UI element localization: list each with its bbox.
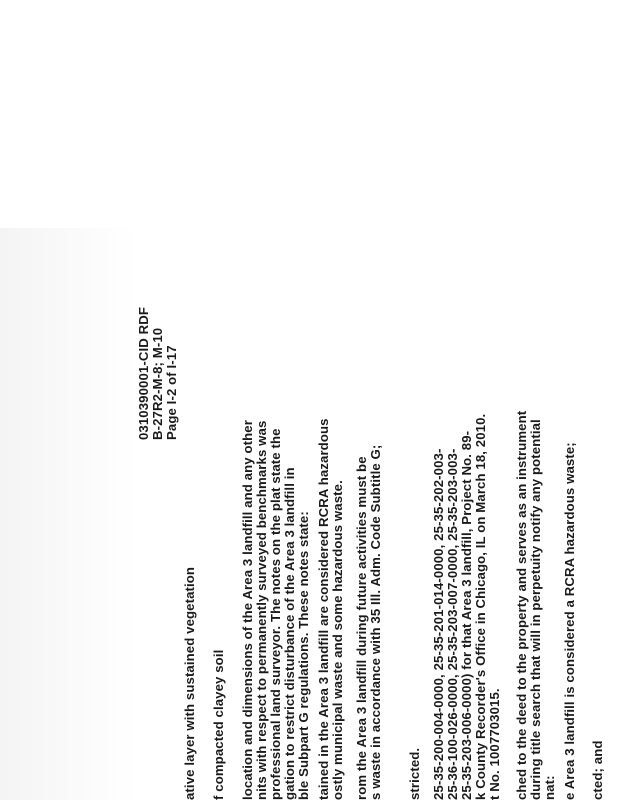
body-line: location and dimensions of the Area 3 landfill and any other xyxy=(240,420,255,800)
body-line: e Area 3 landfill is considered a RCRA hazardous waste; xyxy=(562,442,577,800)
body-line: t No. 1007703015. xyxy=(487,688,502,800)
body-line: f compacted clayey soil xyxy=(211,649,226,800)
body-line: during title search that will in perpetuity notify any potential xyxy=(528,419,543,800)
body-line: 25-35-200-004-0000, 25-35-201-014-0000, 25-35-202-003- xyxy=(431,448,446,800)
body-line: 25-35-203-006-0000) for that Area 3 landfill, Project No. 89- xyxy=(459,430,474,800)
body-line: ched to the deed to the property and serves as an instrument xyxy=(514,410,529,800)
body-line: ative layer with sustained vegetation xyxy=(182,566,197,800)
body-line: nat: xyxy=(542,775,557,800)
body-line: gation to restrict disturbance of the Area 3 landfill in xyxy=(282,467,297,800)
body-line: cted; and xyxy=(590,740,605,800)
body-line: professional land surveyor. The notes on the plat state the xyxy=(268,428,283,800)
page-number: Page I-2 of I-17 xyxy=(164,345,179,440)
body-line: ble Subpart G regulations. These notes state: xyxy=(296,511,311,800)
body-line: s waste in accordance with 35 Ill. Adm. Code Subtitle G; xyxy=(368,444,383,800)
body-line: k County Recorder's Office in Chicago, IL on March 18, 2010. xyxy=(473,413,488,800)
body-line: 25-36-100-026-0000, 25-35-203-007-0000, 25-35-203-003- xyxy=(445,448,460,800)
body-line: stricted. xyxy=(407,747,422,800)
body-line: rom the Area 3 landfill during future activities must be xyxy=(354,456,369,800)
body-line: nits with respect to permanently surveyed benchmarks was xyxy=(254,420,269,800)
document-id: 0310390001-CID RDF xyxy=(136,306,151,440)
body-line: ostly municipal waste and some hazardous waste. xyxy=(330,480,345,800)
body-line: tained in the Area 3 landfill are considered RCRA hazardous xyxy=(316,418,331,800)
permit-number: B-27R2-M-8; M-10 xyxy=(150,327,165,440)
